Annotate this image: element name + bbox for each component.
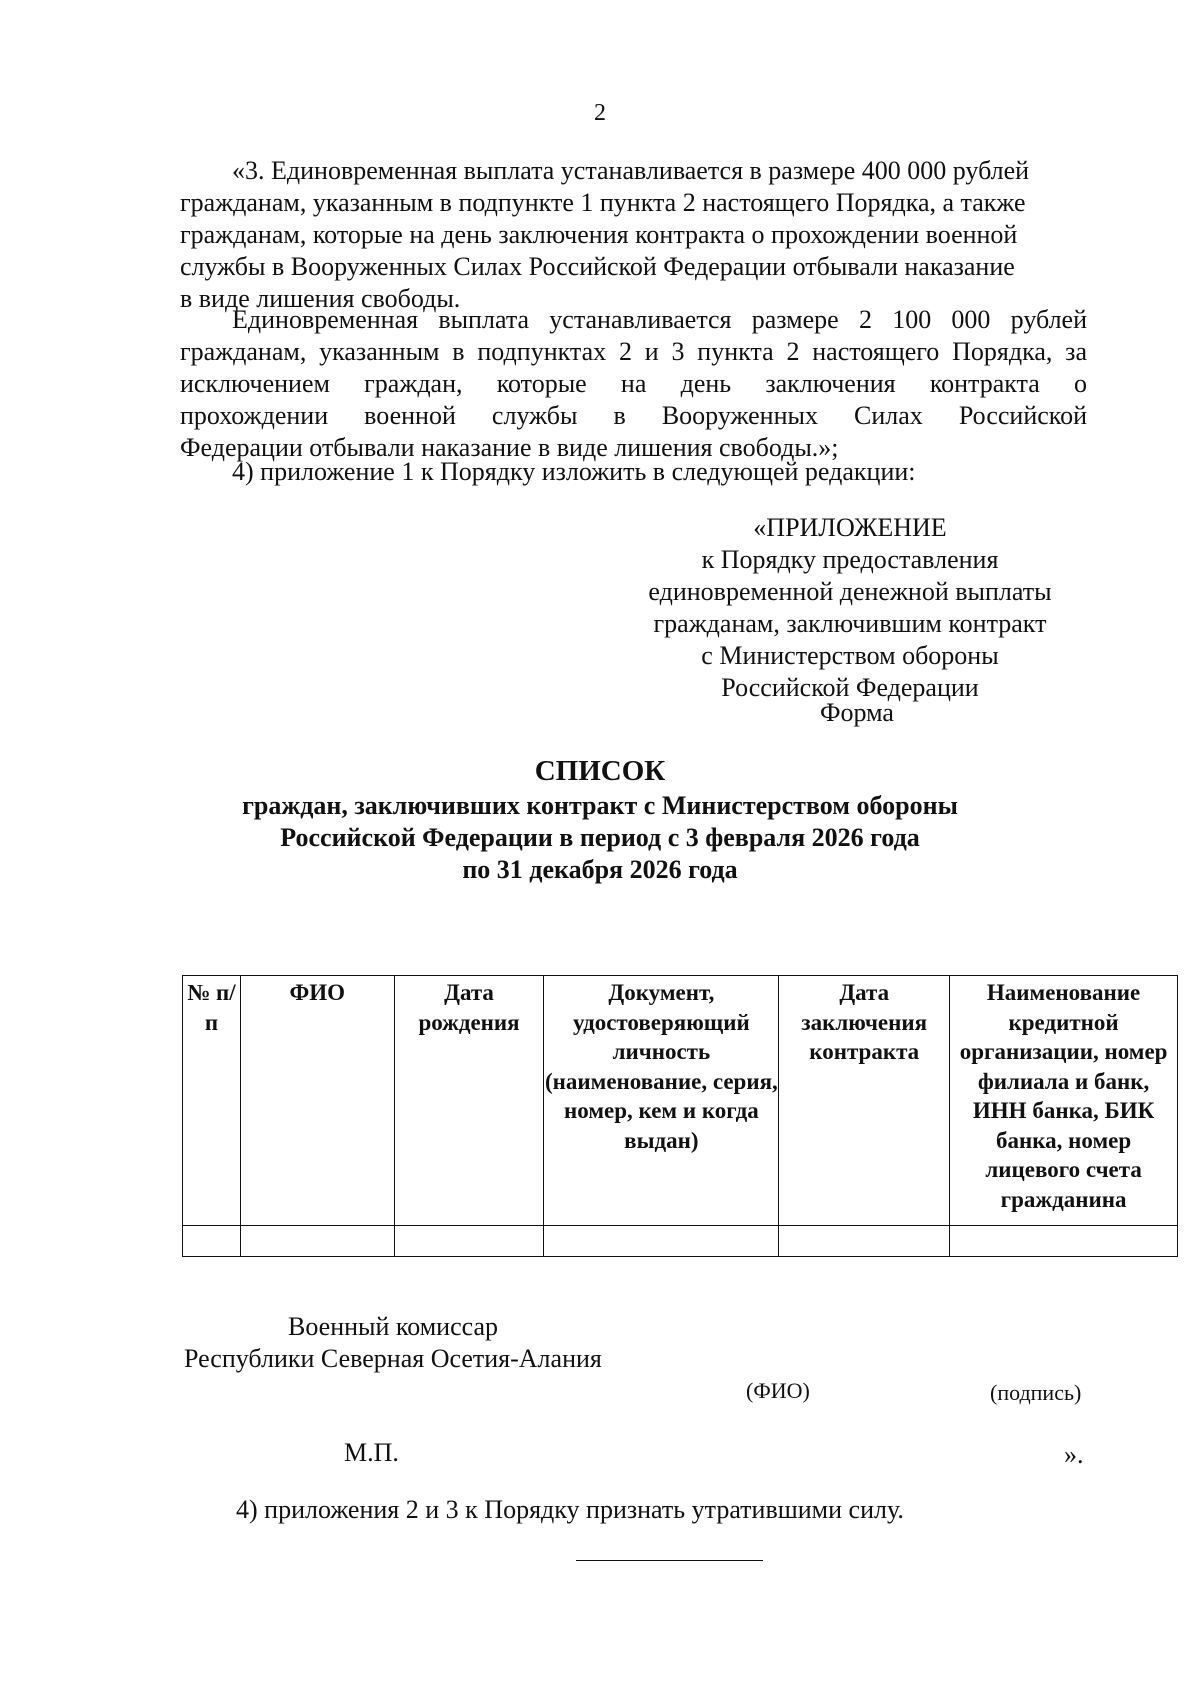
signatory-position-line1: Военный комиссар [288,1312,499,1341]
paragraph-1-line: в виде лишения свободы. [180,284,461,313]
table-cell [950,1226,1178,1257]
seal-mark: М.П. [344,1438,399,1467]
appendix-line: к Порядку предоставления [701,545,999,574]
paragraph-3 [180,456,1087,488]
appendix-line: с Министерством обороны [701,641,999,670]
table-cell [183,1226,241,1257]
table-row [183,1226,1178,1257]
paragraph-1-line: службы в Вооруженных Силах Российской Федерации отбывали наказание [180,252,1015,281]
header-birth-date: Дата рождения [394,976,544,1226]
paragraph-2 [180,304,1087,464]
header-fio: ФИО [240,976,394,1226]
list-subtitle-line: Российской Федерации в период с 3 февраля 2026 года [280,823,920,852]
list-subtitle [0,790,1200,886]
table-cell [394,1226,544,1257]
fio-label: (ФИО) [746,1378,810,1403]
paragraph-3-line: 4) приложение 1 к Порядку изложить в следующей редакции: [232,457,916,486]
appendix-line: Российской Федерации [721,673,979,702]
paragraph-2-line: исключением граждан, которые на день заключения контракта о [180,369,1087,398]
list-heading: СПИСОК [534,755,666,787]
list-subtitle-line: граждан, заключивших контракт с Министерством обороны [242,791,958,820]
paragraph-2-line: Единовременная выплата устанавливается размере 2 100 000 рублей [232,305,1087,334]
header-num: № п/п [183,976,241,1226]
signature-label: (подпись) [990,1380,1082,1405]
signatory-position-line2: Республики Северная Осетия-Алания [184,1344,602,1373]
paragraph-1-line: гражданам, указанным в подпункте 1 пункта 2 настоящего Порядка, а также [180,188,1026,217]
page-number: 2 [594,100,606,126]
table-cell [544,1226,779,1257]
paragraph-1 [180,155,1087,315]
appendix-line: единовременной денежной выплаты [648,577,1052,606]
paragraph-1-line: гражданам, которые на день заключения контракта о прохождении военной [180,220,1018,249]
table-cell [779,1226,950,1257]
paragraph-2-line: прохождении военной службы в Вооруженных Силах Российской [180,401,1087,430]
appendix-title: «ПРИЛОЖЕНИЕ [753,513,947,542]
form-label: Форма [820,698,894,727]
citizens-table [182,975,1178,1257]
list-subtitle-line: по 31 декабря 2026 года [462,855,738,884]
appendix-line: гражданам, заключившим контракт [653,609,1047,638]
header-contract-date: Дата заключения контракта [779,976,950,1226]
table-header-row [183,976,1178,1226]
closing-quote: ». [1064,1440,1084,1469]
appendix-block [600,512,1100,704]
header-bank: Наименование кредитной организации, номер филиала и банк, ИНН банка, БИК банка, номер лицевого счета гражданина [950,976,1178,1226]
paragraph-1-line: «3. Единовременная выплата устанавливается в размере 400 000 рублей [232,156,1030,185]
paragraph-2-line: гражданам, указанным в подпунктах 2 и 3 пункта 2 настоящего Порядка, за [180,337,1087,366]
final-paragraph: 4) приложения 2 и 3 к Порядку признать утратившими силу. [236,1495,904,1524]
end-divider [576,1560,763,1561]
paragraph-2-line: Федерации отбывали наказание в виде лишения свободы.»; [180,433,839,462]
header-document: Документ, удостоверяющий личность (наименование, серия, номер, кем и когда выдан) [544,976,779,1226]
table-cell [240,1226,394,1257]
